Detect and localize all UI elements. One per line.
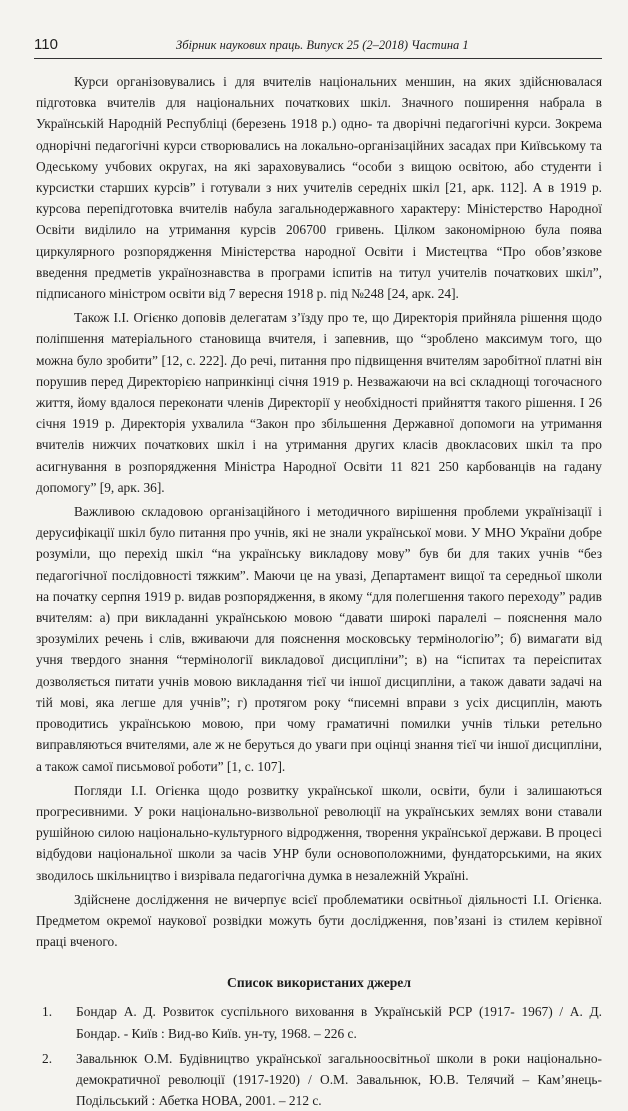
paragraph: Здійснене дослідження не вичерпує всієї проблематики освітньої діяльності І.І. Огієнка. Предметом окремої наукової розвідки можуть бути дослідження, пов’язані із стилем керівної праці вченого. — [36, 891, 602, 950]
references-title: Список використаних джерел — [227, 975, 411, 991]
paragraph: Курси організовувались і для вчителів національних меншин, на яких здійснювалася підготовка вчителів для національних початкових шкіл. Значного поширення набрала в Українській Народній Республіці (березень 1918 р.) одно- та дворічні педагогічні курси. Зокрема однорічні педагогічні курси створювались на локально-організаційних засадах при Київському та Одеському учбових округах, на які зараховувались “особи з вищою освітою, або студенти і курсистки старших курсів” і готували з них учителів середніх шкіл [21, арк. 112]. А в 1919 р. курсова перепідготовка вчителів набула загальнодержавного характеру: Міністерство Народної Освіти виділило на утримання курсів 206700 гривень. Цілком закономірною була поява циркулярного розпорядження Міністерства народної Освіти і Мистецтва “Про обов’язкове введення предметів українознавства в програми іспитів на титул учителів початкових шкіл”, підписаного міністром освіти від 7 вересня 1918 р. під №248 [24, арк. 24]. — [36, 74, 602, 302]
paragraph: Погляди І.І. Огієнка щодо розвитку української школи, освіти, були і залишаються прогресивними. У роки національно-визвольної революції на українських землях вони ставали рушійною силою національно-культурного відродження, творення української держави. В процесі відбудови національної школи за часів УНР були основоположними, фундаторськими, на яких зводилось шкільництво і визрівала педагогічна думка в незалежній Україні. — [36, 782, 602, 883]
paragraph: Також І.І. Огієнко доповів делегатам з’їзду про те, що Директорія прийняла рішення щодо поліпшення матеріального становища вчителя, і запевнив, що “зроблено максимум того, що можна було зробити” [12, с. 222]. До речі, питання про підвищення вчителям заробітної платні він порушив перед Директорією напринкінці січня 1919 р. Незважаючи на всі складнощі тогочасного життя, йому вдалося переконати членів Директорії у необхідності прийняття такого рішення. І 26 січня 1919 р. Директорія ухвалила “Закон про збільшення Державної допомоги на утримання вчителів нижчих початкових шкіл і на утримання других класів двокласових шкіл та про асигнування в розпорядження Міністра Народної Освіти 11 821 250 карбованців на гадану допомогу” [9, арк. 36]. — [36, 310, 602, 495]
reference-number: 1. — [42, 1004, 53, 1020]
reference-item — [36, 1001, 602, 1043]
references-list — [36, 1001, 602, 1111]
reference-item — [36, 1048, 602, 1111]
reference-text: Завальнюк О.М. Будівництво української загальноосвітньої школи в роки національно-демократичної революції (1917-1920) / О.М. Завальнюк, Ю.В. Телячий – Кам’янець-Подільський : Абетка НОВА, 2001. – 212 с. — [76, 1050, 602, 1109]
page-header — [34, 0, 602, 59]
page-number: 110 — [34, 36, 58, 53]
article-body — [36, 71, 602, 1111]
reference-number: 2. — [42, 1050, 53, 1066]
reference-text: Бондар А. Д. Розвиток суспільного виховання в Українській РСР (1917- 1967) / А. Д. Бондар. - Київ : Вид-во Київ. ун-ту, 1968. – 226 с. — [76, 1004, 602, 1041]
paragraph: Важливою складовою організаційного і методичного вирішення проблеми українізації і дерусифікації шкіл було питання про учнів, які не знали української мови. У МНО України добре розуміли, що перехід шкіл “на українську викладову мову” був би для таких учнів “без педагогічної послідовності тяжким”. Маючи це на увазі, Департамент вищої та середньої школи на початку серпня 1919 р. видав розпорядження, в якому “для полегшення такого переходу” радив вчителям: а) при викладанні українською мовою “давати широкі паралелі – пояснення мало зрозумілих речень і слів, вживаючи для пояснення московську термінологію”; б) вимагати від учня твердого знання “термінології викладової дисципліни”; в) на “іспитах та переіспитах дозволяється питати учнів мовою викладання тієї чи іншої дисципліни, а також давати задачі на тій мові, яка легше для учнів”; г) протягом року “писемні вправи з усіх дисциплін, мають проводитись українською мовою, при чому граматичні помилки учнів тільки ретельно виправляються вчителями, але ж не беруться до уваги при оцінці знання тієї чи іншої дисципліни, а також самої письмової роботи” [1, с. 107]. — [36, 504, 602, 774]
journal-title: Збірник наукових праць. Випуск 25 (2–2018) Частина 1 — [176, 38, 469, 52]
